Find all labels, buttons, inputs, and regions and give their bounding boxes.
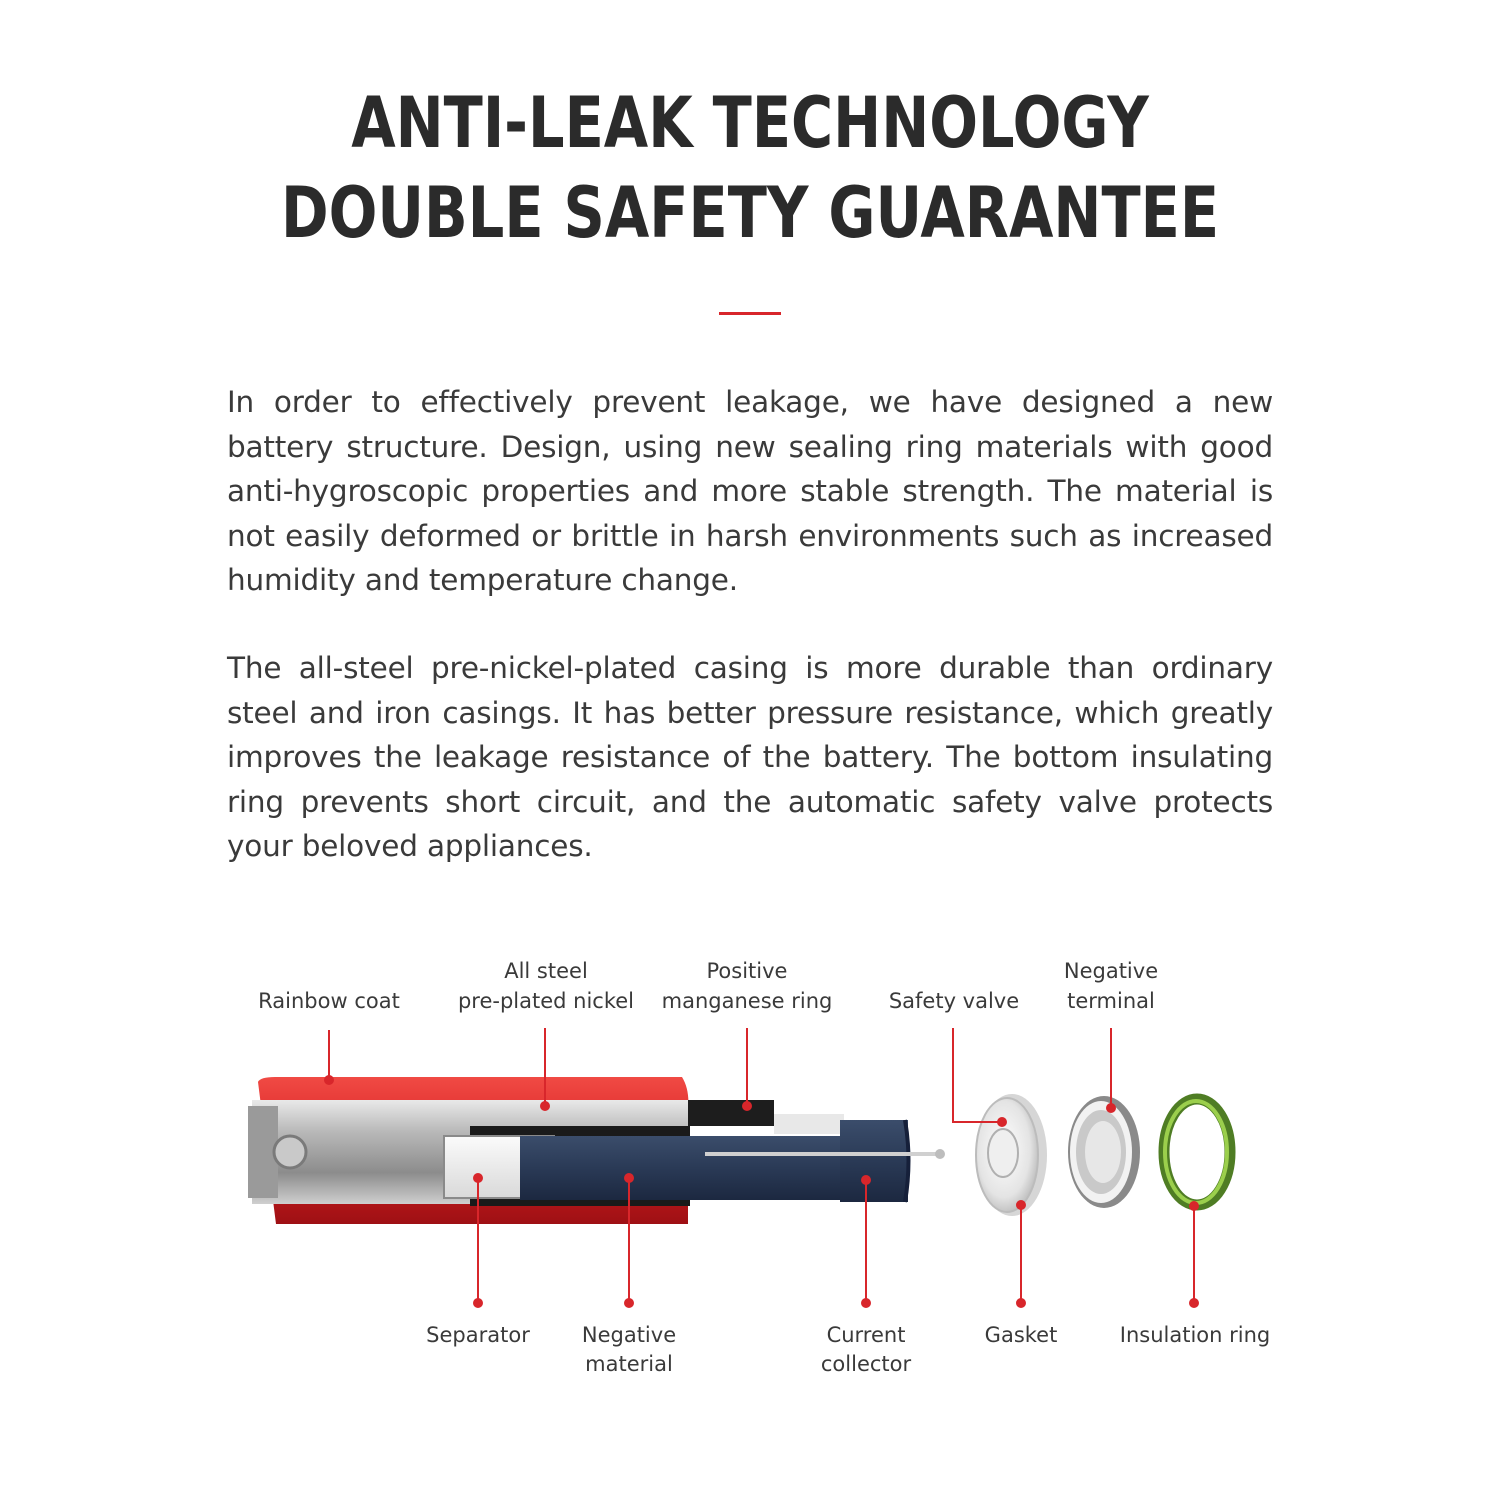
red-divider <box>719 312 781 315</box>
label-gasket: Gasket <box>984 1323 1058 1347</box>
label-separator: Separator <box>426 1323 530 1347</box>
label-current-collector-2: collector <box>820 1352 912 1376</box>
label-manganese-ring-2: manganese ring <box>661 989 833 1013</box>
negative-terminal-part <box>1068 1096 1140 1208</box>
label-current-collector-1: Current <box>826 1323 906 1347</box>
label-manganese-ring-1: Positive <box>706 959 788 983</box>
heading-line-2: DOUBLE SAFETY GUARANTEE <box>280 172 1220 254</box>
battery-cutaway <box>248 1077 945 1224</box>
paragraph-sealing-ring: In order to effectively prevent leakage, we have designed a new battery structure. Design, using new sealing ring materials with good anti-hygroscopic properties and more stable strength. The material is not easily deformed or brittle in harsh environments such as increased humidity and temperature change. <box>227 385 1273 597</box>
gasket-part <box>976 1094 1047 1216</box>
label-steel-nickel-2: pre-plated nickel <box>457 989 635 1013</box>
label-negative-terminal-2: terminal <box>1067 989 1155 1013</box>
label-negative-terminal-1: Negative <box>1063 959 1159 983</box>
label-negative-material-2: material <box>585 1352 673 1376</box>
paragraph-steel-casing: The all-steel pre-nickel-plated casing is more durable than ordinary steel and iron casings. It has better pressure resistance, which greatly improves the leakage resistance of the battery. The bottom insulating ring prevents short circuit, and the automatic safety valve protects your beloved appliances. <box>227 651 1273 863</box>
label-insulation-ring: Insulation ring <box>1119 1323 1271 1347</box>
label-rainbow-coat: Rainbow coat <box>258 989 400 1013</box>
label-safety-valve: Safety valve <box>888 989 1020 1013</box>
heading-line-1: ANTI-LEAK TECHNOLOGY <box>351 82 1149 164</box>
insulation-ring-part <box>1164 1099 1230 1205</box>
label-steel-nickel-1: All steel <box>504 959 588 983</box>
manganese-ring-block <box>688 1100 774 1126</box>
battery-diagram <box>0 940 1500 1400</box>
label-negative-material-1: Negative <box>581 1323 677 1347</box>
